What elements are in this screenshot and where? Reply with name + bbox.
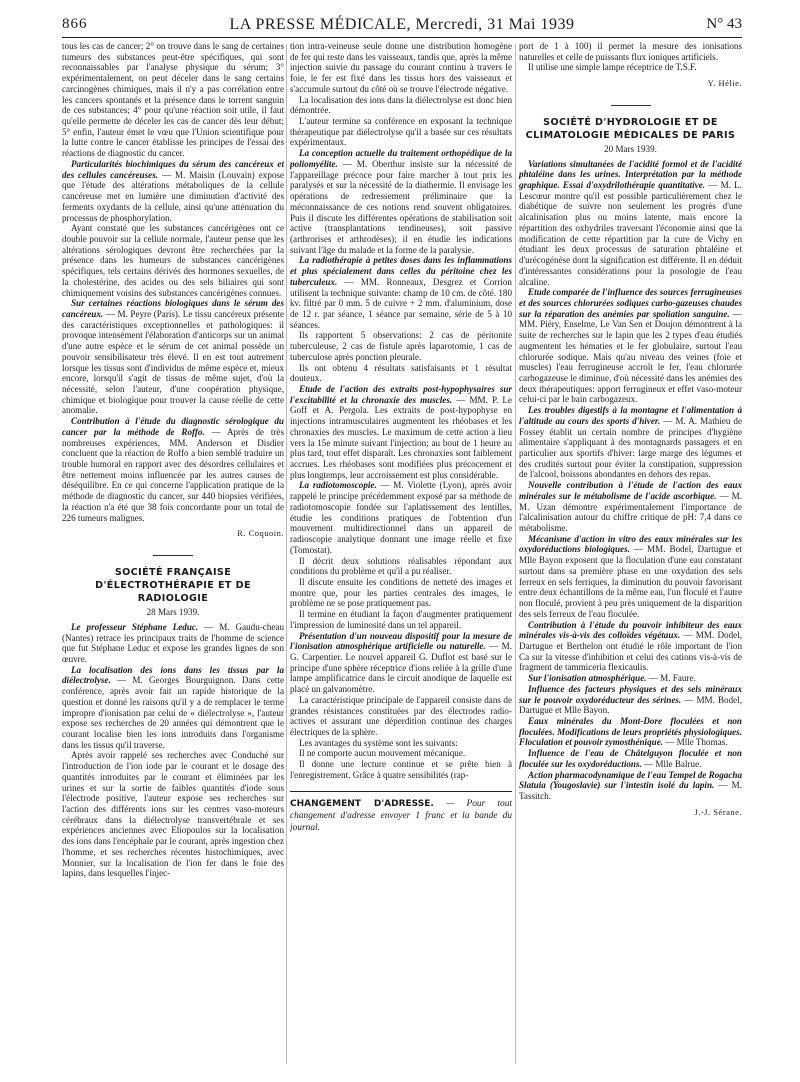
section-title: Influence des facteurs physiques et des sels minéraux sur le pouvoir oxydoréducteur des sérines. [519, 683, 742, 705]
section-title: Nouvelle contribution à l'étude de l'action des eaux minérales sur le métabolisme de l'acide ascorbique. [519, 480, 742, 501]
paragraph: Il utilise une simple lampe réceptrice de T.S.F. [528, 62, 697, 73]
paragraph [62, 416, 284, 523]
paragraph: Il décrit deux solutions réalisables répondant aux conditions du problème et qu'il a pu réaliser. [290, 555, 512, 577]
section-text: — M. Tassitch. [519, 780, 742, 801]
paragraph [519, 770, 742, 802]
section-text: — M. Oberthur insiste sur la nécessité de l'appareillage précoce pour faire marcher à tout prix les paralysés et sur la nécessité de la diathermie. Il envisage les opérations de redressement préliminaire que la méconnaissance de ces notions rend souvent obligatoires. Puis il discute les différentes opérations de stabilisation soit active (transplantations tendineuses), soit passive (arthrorises et arthrodèses); il en étudie les indications suivant l'âge du malade et la forme de la paralysie. [290, 158, 512, 255]
page-header [62, 16, 742, 38]
paragraph [62, 622, 284, 665]
paragraph [519, 405, 742, 480]
column-divider [286, 44, 287, 1064]
section-title: Sur certaines réactions biologiques dans le sérum des cancéreux. [62, 298, 284, 319]
issue-number: N° 43 [706, 16, 742, 32]
paragraph: La caractéristique principale de l'appareil consiste dans de grandes résistances constituées par des électrodes radio-actives et assurant une déperdition continue des charges électriques de la sphère. [290, 694, 512, 737]
session-date: 28 Mars 1939. [146, 607, 200, 618]
paragraph: Il donne une lecture continue et se prête bien à l'enregistrement. Grâce à quatre sensibilités (rap- [290, 759, 512, 780]
section-title: La conception actuelle du traitement orthopédique de la poliomyélite. [290, 148, 512, 169]
section-title: Le professeur Stéphane Leduc. [71, 621, 199, 632]
paragraph: tous les cas de cancer; 2° on trouve dans le sang de certaines tumeurs des substances peut-être spécifiques, qui sont reconnaissables par l'analyse physique du sérum; 3° expérimentalement, on peut déceler dans le sang certains carcinogènes chimiques, mais il n'y a pas corrélation entre les cancers spontanés et la présence dans le torrent sanguin de ces substances; 4° pour qu'une réaction soit utile, il faut qu'elle permette de déceler les cas de cancer dès leur début; 5° enfin, l'auteur émet le vœu que l'Union scientifique pour la lutte contre le cancer établisse les principes de l'essai des réactions de diagnostic du cancer. [62, 41, 284, 159]
separator [153, 555, 193, 556]
paragraph: Ils rapportent 5 observations: 2 cas de péritonite tuberculeuse, 2 cas de fistule après laparotomie, 1 cas de tuberculose après ponction pleurale. [290, 330, 512, 362]
section-text: — MM. Bodel, Dartugue et Mlle Bayon. [519, 694, 742, 716]
society-heading: SOCIÉTÉ FRANÇAISE D'ÉLECTROTHÉRAPIE ET DE RADIOLOGIE [95, 567, 251, 605]
section-text: — MM. P. Le Goff et A. Pergola. Les extraits de post-hypophyse en injections intramusculaires augmentent les rhéobases et les chronaxies des muscles. Le maximum de cette action a lieu vers la 15e minute suivant l'injection; au bout de 1 heure au plus tard, tout effet disparaît. Les chronaxies sont faiblement accrues. Les rhéobases sont modifiées plus précocement et plus longtemps, leur accroissement est plus considérable. [290, 394, 512, 480]
section-title: La radiothérapie à petites doses dans les inflammations et plus spécialement dans celles du péritoine chez les tuberculeux. [290, 255, 512, 287]
paragraph: L'auteur termine sa conférence en exposant la technique thérapeutique par diélectrolyse qu'il a basée sur ces résultats expérimentaux. [290, 116, 512, 148]
notice-text: — Pour tout changement d'adresse envoyer 1 franc et la bande du journal. [290, 798, 512, 833]
signature: Y. Hélie. [707, 78, 742, 89]
section-text: — M. M. Uzan démontre expérimentalement l'importance de l'alcalinisation autour du chiffre critique de pH: 7,4 dans ce métabolisme. [519, 490, 742, 534]
section-text: — MM. Dodel, Dartugue et Berthelon ont étudié le rôle important de l'ion Ca sur la vitesse d'inhibition et celui des cations vis-à-vis de fragment de tammiceria flexicaulis. [519, 630, 742, 673]
column-1 [62, 41, 284, 1071]
paragraph [290, 384, 512, 480]
section-text: — M. A. Mathieu de Fossey établit un certain nombre de principes d'hygiène alimentaire s'appliquant à des montagnards passagers et en particulier aux sportifs d'hiver: large marge des légumes et des crudités surtout pour éviter la constipation, suppression de l'alcool, boissons abondantes en dehors des repas. [519, 415, 742, 480]
section-text: — Mlle Balrue. [644, 758, 702, 769]
section-title: La radiotomoscopie. [299, 480, 377, 491]
paragraph: port de 1 à 100) il permet la mesure des ionisations naturelles et celle de puissants flux ioniques artificiels. [519, 41, 742, 62]
section-title: Eaux minérales du Mont-Dore floculées et non floculées. Modifications de leurs propriétés physiologiques. Floculation et pouvoir zymosthénique. [519, 715, 742, 748]
paragraph [62, 665, 284, 751]
session-date: 20 Mars 1939. [604, 143, 657, 154]
section-text: — M. Maisin (Louvain) expose que l'étude des altérations métaboliques de la cellule cancéreuse met en lumière une diminution d'activité des ferments oxydants de la cellule, ainsi qu'une atténuation du processus de phosphorylation. [62, 169, 284, 223]
section-title: Etude de l'action des extraits post-hypophysaires sur l'excitabilité et la chronaxie des muscles. [290, 384, 512, 405]
section-title: Action pharmacodynamique de l'eau Tempel de Rogacha Slatuia (Yougoslavie) sur l'intestin isolé du lapin. [519, 769, 742, 791]
section-title: Variations simultanées de l'acidité formol et de l'acidité phtaléine dans les urines. Interprétation par la méthode graphique. Essai d'oxydrilothérapie quantitative. [519, 158, 742, 191]
paragraph: La localisation des ions dans la diélectrolyse est donc bien démontrée. [290, 94, 512, 116]
paragraph: Ils ont obtenu 4 résultats satisfaisants et 1 résultat douteux. [290, 362, 512, 384]
page-number: 866 [62, 16, 88, 32]
section-text: — M. Peyre (Paris). Le tissu cancéreux présente des caractéristiques exceptionnelles et pathologiques: il provoque intensément l'élaboration d'anticorps sur un animal d'une autre espèce et le sérum de cet animal possède un pouvoir sensibilisateur très élevé. Il en est tout autrement lorsque les tissus sont d'individus de même espèce et, mieux encore, lorsqu'il s'agit de tissus de même sujet, d'où la nécessité, selon l'auteur, d'une coopération physique, chimique et biologique pour trouver la cause réelle de cette anomalie. [62, 308, 284, 416]
section-title: Particularités biochimiques du sérum des cancéreux et des cellules cancéreuses. [62, 158, 284, 180]
paragraph [519, 159, 742, 288]
column-divider [515, 44, 516, 1064]
section-title: Contribution à l'étude du pouvoir inhibiteur des eaux minérales vis-à-vis des colloïdes végétaux. [519, 619, 742, 641]
section-text: — M. L. Lescœur montre qu'il est possible particulièrement chez le diabétique de suivre non seulement les progrès d'une alcalinisation plus ou moins latente, mais encore la répartition des oxhydriles traversant l'économie ainsi que la modification de cette répartition par la cure de Vichy en étudiant les deux processus de saturation phtaléine et d'urécogénèse dont la signification est différente. Il en déduit d'intéressantes considérations pour la posologie de l'eau alcaline. [519, 180, 742, 287]
paragraph: tion intra-veineuse seule donne une distribution homogène de fer qui reste dans les vaisseaux, tandis que, après la même injection suivie du passage du courant continu à travers le foie, le fer est fixé dans les tissus hors des vaisseaux et s'accumule surtout du côté où se trouve l'électrode négative. [290, 41, 512, 94]
section-text: — M. Faure. [648, 673, 696, 684]
column-2 [290, 41, 512, 1071]
section-title: Mécanisme d'action in vitro des eaux minérales sur les oxydoréductions biologiques. [519, 533, 742, 555]
section-title: Contribution à l'étude du diagnostic sérologique du cancer par la méthode de Roffo. [62, 416, 284, 437]
section-title: La localisation des ions dans les tissus par la diélectrolyse. [62, 664, 284, 686]
society-heading: SOCIÉTÉ D'HYDROLOGIE ET DE CLIMATOLOGIE MÉDICALES DE PARIS [525, 116, 736, 141]
paragraph [290, 480, 512, 555]
paragraph [62, 159, 284, 223]
signature: J.-J. Sérane. [694, 806, 742, 817]
section-text: — Mlle Thomas. [665, 737, 728, 748]
section-text: — MM. Ronneaux, Desgrez et Corrion utilisent la technique suivante: champ de 10 cm. de côté. 180 kv. filtré par 0 mm. 5 de cuivre + 2 mm. d'aluminium, dose de 12 r. par séance, 1 séance par semaine, série de 5 à 10 séances. [290, 276, 512, 330]
section-title: Présentation d'un nouveau dispositif pour la mesure de l'ionisation atmosphérique artificielle ou naturelle. [290, 630, 512, 652]
paragraph [519, 684, 742, 716]
paragraph [62, 298, 284, 416]
address-change-notice [290, 791, 512, 834]
section-text: — MM. Bodel, Dartugue et Mlle Bayon exposent que la floculation d'une eau constatant surtout dans sa première phase en une oxydation des sels ferreux en sels ferriques, la diminution du pouvoir favorisant entre deux échantillons de la même eau, l'un floculé et l'autre non floculé, provient à peu près uniquement de la disparition des sels ferreux de l'eau floculée. [519, 544, 742, 619]
paragraph [290, 255, 512, 330]
paragraph [519, 673, 742, 684]
section-text: — M. Georges Bourguignon. Dans cette conférence, après avoir fait un rapide historique de la question et donné les raisons qu'il y a de remplacer le terme impropre d'ionisation par celui de « diélectrolyse », l'auteur expose ses recherches de 20 années qui démontrent que le courant localise bien les ions introduits dans l'organisme dans les tissus qu'il traverse. [62, 675, 284, 750]
section-text: — M. G. Carpentier. Le nouvel appareil G. Duflot est basé sur le principe d'une sphère réceptrice d'ions reliée à la grille d'une lampe amplificatrice dans le circuit anodique de laquelle est placé un galvanomètre. [290, 641, 512, 695]
header-rule [62, 37, 742, 38]
paragraph [290, 631, 512, 695]
signature: R. Coquoin. [237, 528, 284, 539]
section-title: Influence de l'eau de Châtelguyon floculée et non floculée sur les oxydoréductions. [519, 748, 742, 769]
paragraph [290, 148, 512, 255]
paragraph: Il discute ensuite les conditions de netteté des images et montre que, pour les parties centrales des images, le problème ne se pose pratiquement pas. [290, 576, 512, 609]
paragraph: Il termine en étudiant la façon d'augmenter pratiquement l'impression de luminosité dans un tel appareil. [290, 609, 512, 630]
section-title: Etude comparée de l'influence des sources ferrugineuses et des sources chlorurées sodiques carbo-gazeuses chaudes sur la réparation des anémies par spoliation sanguine. [519, 287, 742, 319]
section-title: Sur l'ionisation atmosphérique. [528, 673, 647, 684]
paragraph: Ayant constaté que les substances cancérigènes ont ce double pouvoir sur la cellule normale, l'auteur pense que les altérations sérologiques devront être recherchées par la présence dans les humeurs de substances cancérigènes spécifiques, tels certains dérivés des hormones sexuelles, de la cholestérine, des acides ou des sels biliaires qui sont chimiquement voisins des substances cancérigènes connues. [62, 223, 284, 298]
separator [611, 105, 651, 106]
section-title: Les troubles digestifs à la montagne et l'alimentation à l'altitude au cours des sports d'hiver. [519, 405, 742, 426]
paragraph: Il ne comporte aucun mouvement mécanique. [299, 748, 466, 759]
paragraph [519, 480, 742, 534]
paragraph: Après avoir rappelé ses recherches avec Conduché sur l'introduction de l'ion iode par le courant et le dosage des quantités introduites par le courant et éliminées par les urines et sur la sortie de faibles quantités d'iode sous l'électrode positive, l'auteur expose ses recherches sur l'action des différents ions sur les centres vaso-moteurs cérébraux dans la diélectrolyse transvertébrale et ses expériences anciennes avec Eliopoulos sur la localisation des ions dans l'encéphale par le courant, après ingestion chez l'homme, et ses recherches récentes histochimiques, avec Monnier, sur la localisation de l'ion fer dans le foie des lapins, dans lesquelles l'injec- [62, 750, 284, 879]
paragraph [519, 534, 742, 620]
section-text: — MM. Piéry, Enselme, Le Van Sen et Doujon démontrent à la suite de recherches sur le lapin que les 2 types d'eau étudiés augmentent les hématies et le fer globulaire, surtout l'eau chlorurée sodique. Mais qu'au niveau des veines (foie et muscles) l'eau ferrugineuse accroît le fer, l'eau chlorurée carbogazeuse le diminue, d'où nécessité dans les anémies des deux thérapeutiques: apport ferrugineux et effet vaso-moteur celui-ci par le bain carbogazeux. [519, 308, 742, 405]
paragraph [519, 716, 742, 748]
journal-title: LA PRESSE MÉDICALE, Mercredi, 31 Mai 1939 [229, 16, 575, 33]
section-text: — M. Violette (Lyon), après avoir rappelé le principe précédemment exposé par sa méthode de radiotomoscopie fondée sur l'aplatissement des lentilles, étudie les conditions pratiques de l'obtention d'un mouvement multidirectionnel dans un appareil de radioscopie analytique donnant une image réelle et fixe (Tomostat). [290, 480, 512, 555]
notice-label: CHANGEMENT D'ADRESSE. [290, 798, 434, 809]
column-3 [519, 41, 742, 1071]
section-text: — M. Gaudu-cheau (Nantes) retrace les principaux traits de l'homme de science que fut Stéphane Leduc et expose les grandes lignes de son œuvre. [62, 621, 284, 664]
paragraph [519, 748, 742, 769]
paragraph [519, 620, 742, 674]
section-text: — Après de très nombreuses expériences, MM. Anderson et Disdier concluent que la réaction de Roffo a bien semblé traduire un trouble humoral en rapport avec des désordres cellulaires et être nettement moins influencée par les autres causes de déséquilibre. En ce qui concerne l'application pratique de la méthode de diagnostic du cancer, sur 440 biopsies vérifiées, la réaction n'a été que 38 fois concordante pour un total de 226 tumeurs malignes. [62, 426, 284, 523]
paragraph [519, 287, 742, 405]
paragraph: Les avantages du système sont les suivants: [299, 737, 458, 748]
